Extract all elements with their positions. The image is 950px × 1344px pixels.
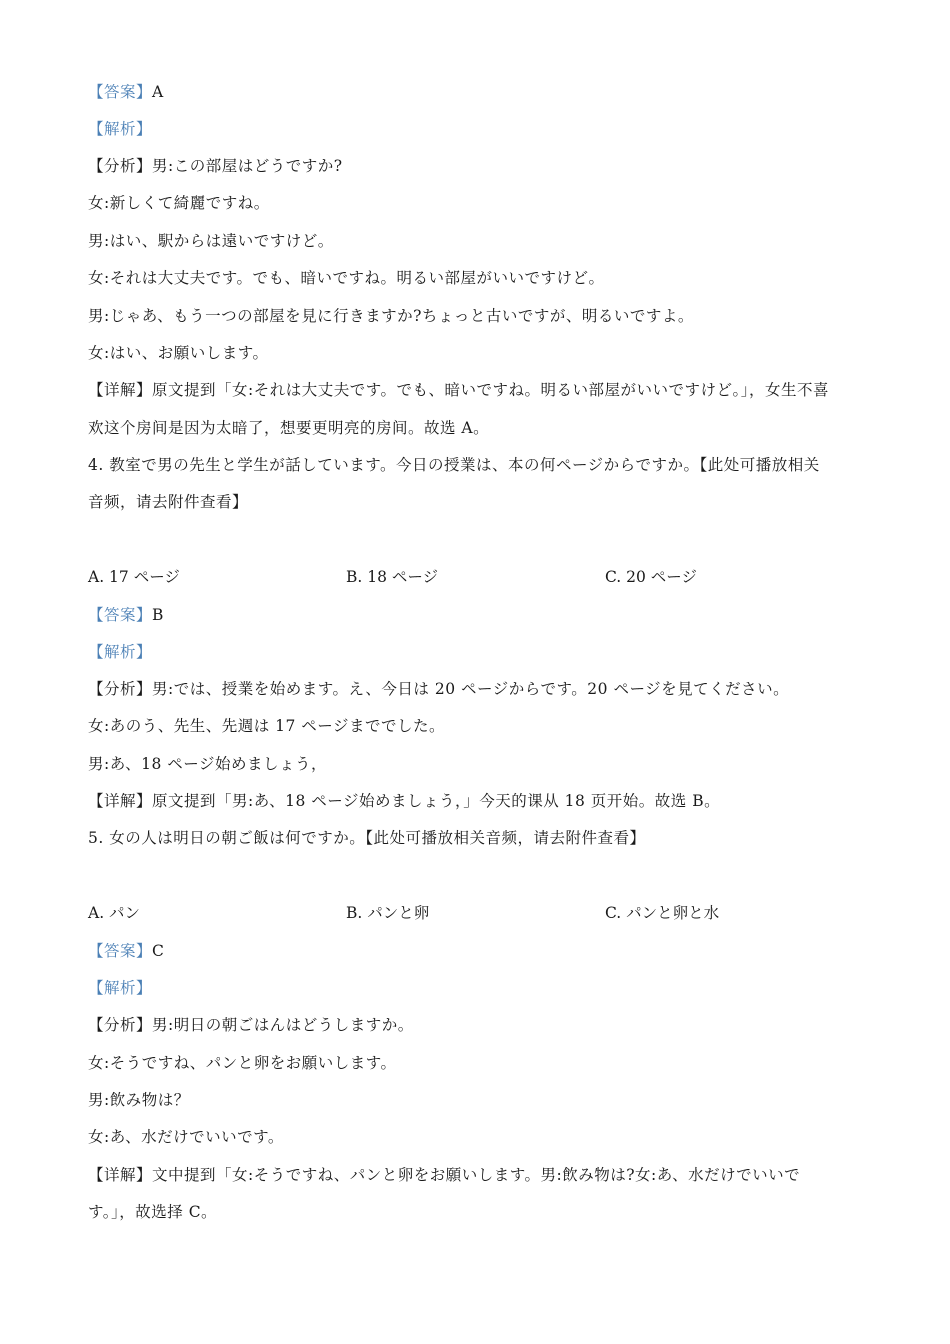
analysis-head: 【分析】 — [88, 680, 153, 698]
answer-label: 【答案】 — [88, 83, 153, 101]
q3-dialogue-line: 女:はい、お願いします。 — [88, 344, 269, 362]
q4-question: 4. 教室で男の先生と学生が話しています。今日の授業は、本の何ページからですか。【此处可播放相关 — [88, 456, 820, 474]
q5-option-b: B. パンと卵 — [346, 904, 430, 922]
answer-value: A — [152, 83, 164, 101]
q3-answer — [88, 82, 868, 102]
q5-analysis-label: 【解析】 — [88, 979, 153, 997]
q5-answer — [88, 941, 868, 961]
q4-option-b: B. 18 ページ — [346, 568, 439, 586]
q4-dialogue-line: 男:あ、18 ページ始めましょう， — [88, 755, 327, 773]
q3-dialogue-line: 男:じゃあ、もう一つの部屋を見に行きますか?ちょっと古いですが、明るいですよ。 — [88, 307, 694, 325]
answer-value: C — [152, 942, 165, 960]
detail-head: 【详解】 — [88, 1166, 153, 1184]
q4-option-c: C. 20 ページ — [605, 568, 698, 586]
detail-head: 【详解】 — [88, 381, 153, 399]
q5-dialogue-line: 女:あ、水だけでいいです。 — [88, 1128, 284, 1146]
q5-option-a: A. パン — [88, 904, 141, 922]
analysis-head: 【分析】 — [88, 157, 153, 175]
q4-analysis-line: 【分析】男:では、授業を始めます。え、今日は 20 ページからです。20 ページを見てください。 — [88, 680, 790, 698]
q3-dialogue-line: 女:それは大丈夫です。でも、暗いですね。明るい部屋がいいですけど。 — [88, 269, 605, 287]
answer-label: 【答案】 — [88, 942, 153, 960]
q5-dialogue-line: 男:飲み物は？ — [88, 1091, 190, 1109]
q5-dialogue-line: 女:そうですね、パンと卵をお願いします。 — [88, 1054, 397, 1072]
q4-answer — [88, 605, 868, 625]
q5-detail-cont: す。」，故选择 C。 — [88, 1203, 218, 1221]
q5-question: 5. 女の人は明日の朝ご飯は何ですか。【此处可播放相关音频，请去附件查看】 — [88, 829, 646, 847]
analysis-head: 【分析】 — [88, 1016, 153, 1034]
q3-detail-cont: 欢这个房间是因为太暗了，想要更明亮的房间。故选 A。 — [88, 419, 490, 437]
q5-option-c: C. パンと卵と水 — [605, 904, 720, 922]
q4-detail: 【详解】原文提到「男:あ、18 ページ始めましょう，」今天的课从 18 页开始。故选 B。 — [88, 792, 721, 810]
answer-value: B — [152, 606, 164, 624]
q3-analysis-line: 【分析】男:この部屋はどうですか? — [88, 157, 343, 175]
answer-label: 【答案】 — [88, 606, 153, 624]
q5-detail: 【详解】文中提到「女:そうですね、パンと卵をお願いします。男:飲み物は?女:あ、水だけでいいで — [88, 1166, 801, 1184]
q4-dialogue-line: 女:あのう、先生、先週は 17 ページまででした。 — [88, 717, 445, 735]
q4-question-cont: 音频，请去附件查看】 — [88, 493, 249, 511]
q5-analysis-line: 【分析】男:明日の朝ごはんはどうしますか。 — [88, 1016, 414, 1034]
q3-analysis-label: 【解析】 — [88, 120, 153, 138]
q3-dialogue-line: 男:はい、駅からは遠いですけど。 — [88, 232, 334, 250]
q4-analysis-label: 【解析】 — [88, 643, 153, 661]
detail-head: 【详解】 — [88, 792, 153, 810]
q4-option-a: A. 17 ページ — [88, 568, 180, 586]
q3-detail: 【详解】原文提到「女:それは大丈夫です。でも、暗いですね。明るい部屋がいいですけど。」，女生不喜 — [88, 381, 830, 399]
q3-dialogue-line: 女:新しくて綺麗ですね。 — [88, 194, 270, 212]
